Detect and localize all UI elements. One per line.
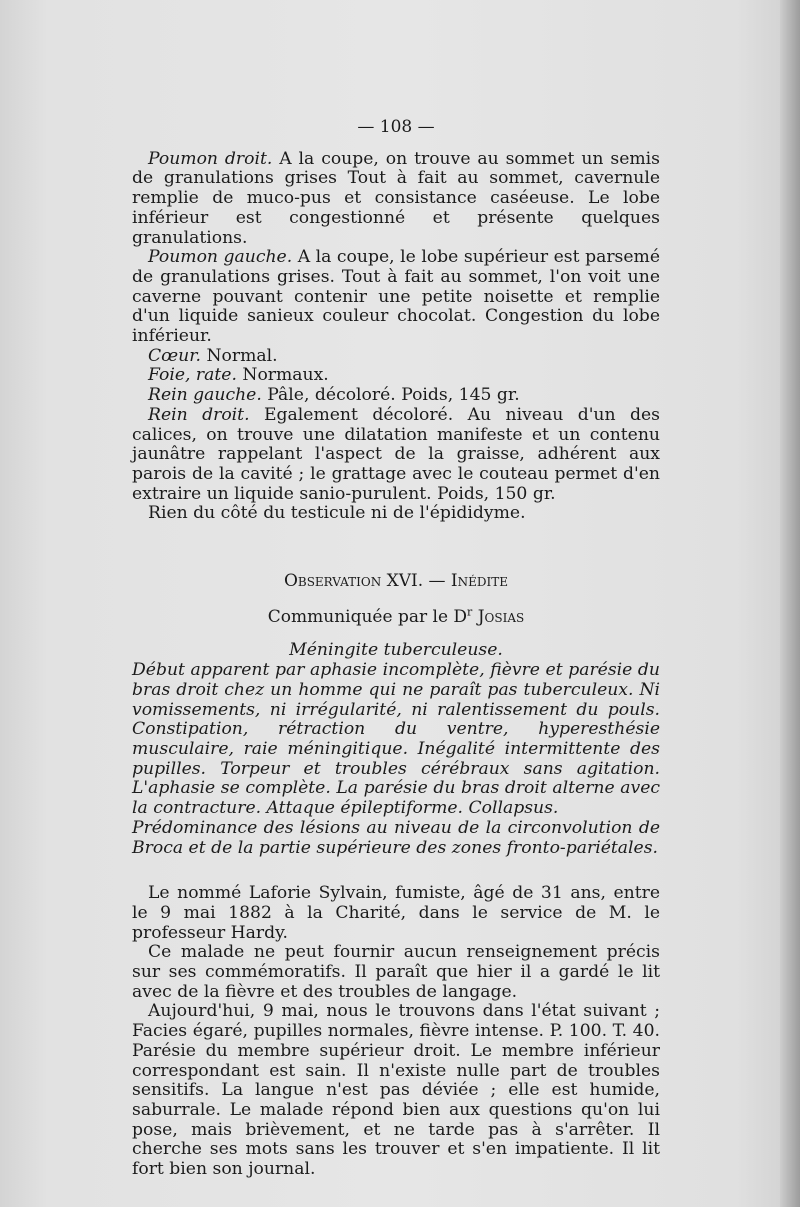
summary-paragraph-2: Prédominance des lésions au niveau de la circonvolution de Broca et de la partie supérieure des zones fronto-pariétales. [132, 817, 660, 858]
page-edge-shadow [780, 0, 800, 1207]
observation-subtitle: Méningite tuberculeuse. [289, 640, 503, 661]
paragraph-poumon-droit [132, 150, 660, 249]
paragraph-coeur [132, 347, 660, 367]
page-number: — 108 — [357, 117, 435, 137]
organ-text: Pâle, décoloré. Poids, 145 gr. [261, 385, 520, 406]
organ-text: A la coupe, le lobe supérieur est parsemé de granulations grises. Tout à fait au sommet, l'on voit une caverne pouvant contenir une petite noisette et remplie d'un liquide sanieux couleur chocolat. Congestion du lobe inférieur. [132, 247, 660, 347]
observation-summary [132, 661, 660, 858]
summary-paragraph-1: Début apparent par aphasie incomplète, fièvre et parésie du bras droit chez un homme qui ne paraît pas tuberculeux. Ni vomissements, ni irrégularité, ni ralentissement du pouls. Constipation, rétraction du ventre, hyperesthésie musculaire, raie méningitique. Inégalité intermittente des pupilles. Torpeur et troubles cérébraux sans agitation. L'aphasie se complète. La parésie du bras droit alterne avec la contracture. Attaque épileptiforme. Collapsus. [132, 660, 660, 819]
organ-label: Rein droit. [148, 404, 250, 425]
paragraph-rein-droit [132, 406, 660, 505]
paragraph-testicule: Rien du côté du testicule ni de l'épididyme. [148, 503, 526, 524]
paragraph-rein-gauche [132, 386, 660, 406]
paragraph-poumon-gauche [132, 248, 660, 347]
observation-heading: Observation XVI. — Inédite [283, 571, 509, 592]
organ-label: Poumon gauche. [148, 247, 293, 268]
organ-text: Normal. [201, 345, 278, 366]
organ-label: Rein gauche. [148, 385, 262, 406]
organ-label: Poumon droit. [148, 148, 273, 169]
case-paragraph-3: Aujourd'hui, 9 mai, nous le trouvons dans l'état suivant ; Facies égaré, pupilles normales, fièvre intense. P. 100. T. 40. Parésie du membre supérieur droit. Le membre inférieur correspondant est sain. Il n'existe nulle part de troubles sensitifs. La langue n'est pas déviée ; elle est humide, saburrale. Le malade répond bien aux questions qu'on lui pose, mais brièvement, et ne tarde pas à s'arrêter. Il cherche ses mots sans les trouver et s'en impatiente. Il lit fort bien son journal. [132, 1001, 660, 1180]
section-spacer [132, 858, 660, 884]
organ-text: A la coupe, on trouve au sommet un semis de granulations grises Tout à fait au sommet, cavernule remplie de muco-pus et consistance caséeuse. Le lobe inférieur est congestionné et présente quelques granulations. [132, 148, 660, 248]
paragraph-foie [132, 366, 660, 386]
organ-label: Foie, rate. [148, 365, 237, 386]
case-paragraph-1: Le nommé Laforie Sylvain, fumiste, âgé de 31 ans, entre le 9 mai 1882 à la Charité, dans le service de M. le professeur Hardy. [132, 883, 660, 943]
observation-credit [132, 605, 660, 628]
organ-label: Cœur. [148, 345, 202, 366]
page-text-block [132, 118, 660, 1180]
credit-prefix: Communiquée par le D [267, 606, 468, 627]
organ-text: Normaux. [236, 365, 329, 386]
credit-superscript: r [467, 605, 473, 619]
case-paragraph-2: Ce malade ne peut fournir aucun renseignement précis sur ses commémoratifs. Il paraît que hier il a gardé le lit avec de la fièvre et des troubles de langage. [132, 942, 660, 1002]
organ-text: Egalement décoloré. Au niveau d'un des calices, on trouve une dilatation manifeste et un contenu jaunâtre rappelant l'aspect de la graisse, adhérent aux parois de la cavité ; le grattage avec le couteau permet d'en extraire un liquide sanio-purulent. Poids, 150 gr. [132, 404, 660, 504]
credit-name: Josias [472, 606, 525, 627]
